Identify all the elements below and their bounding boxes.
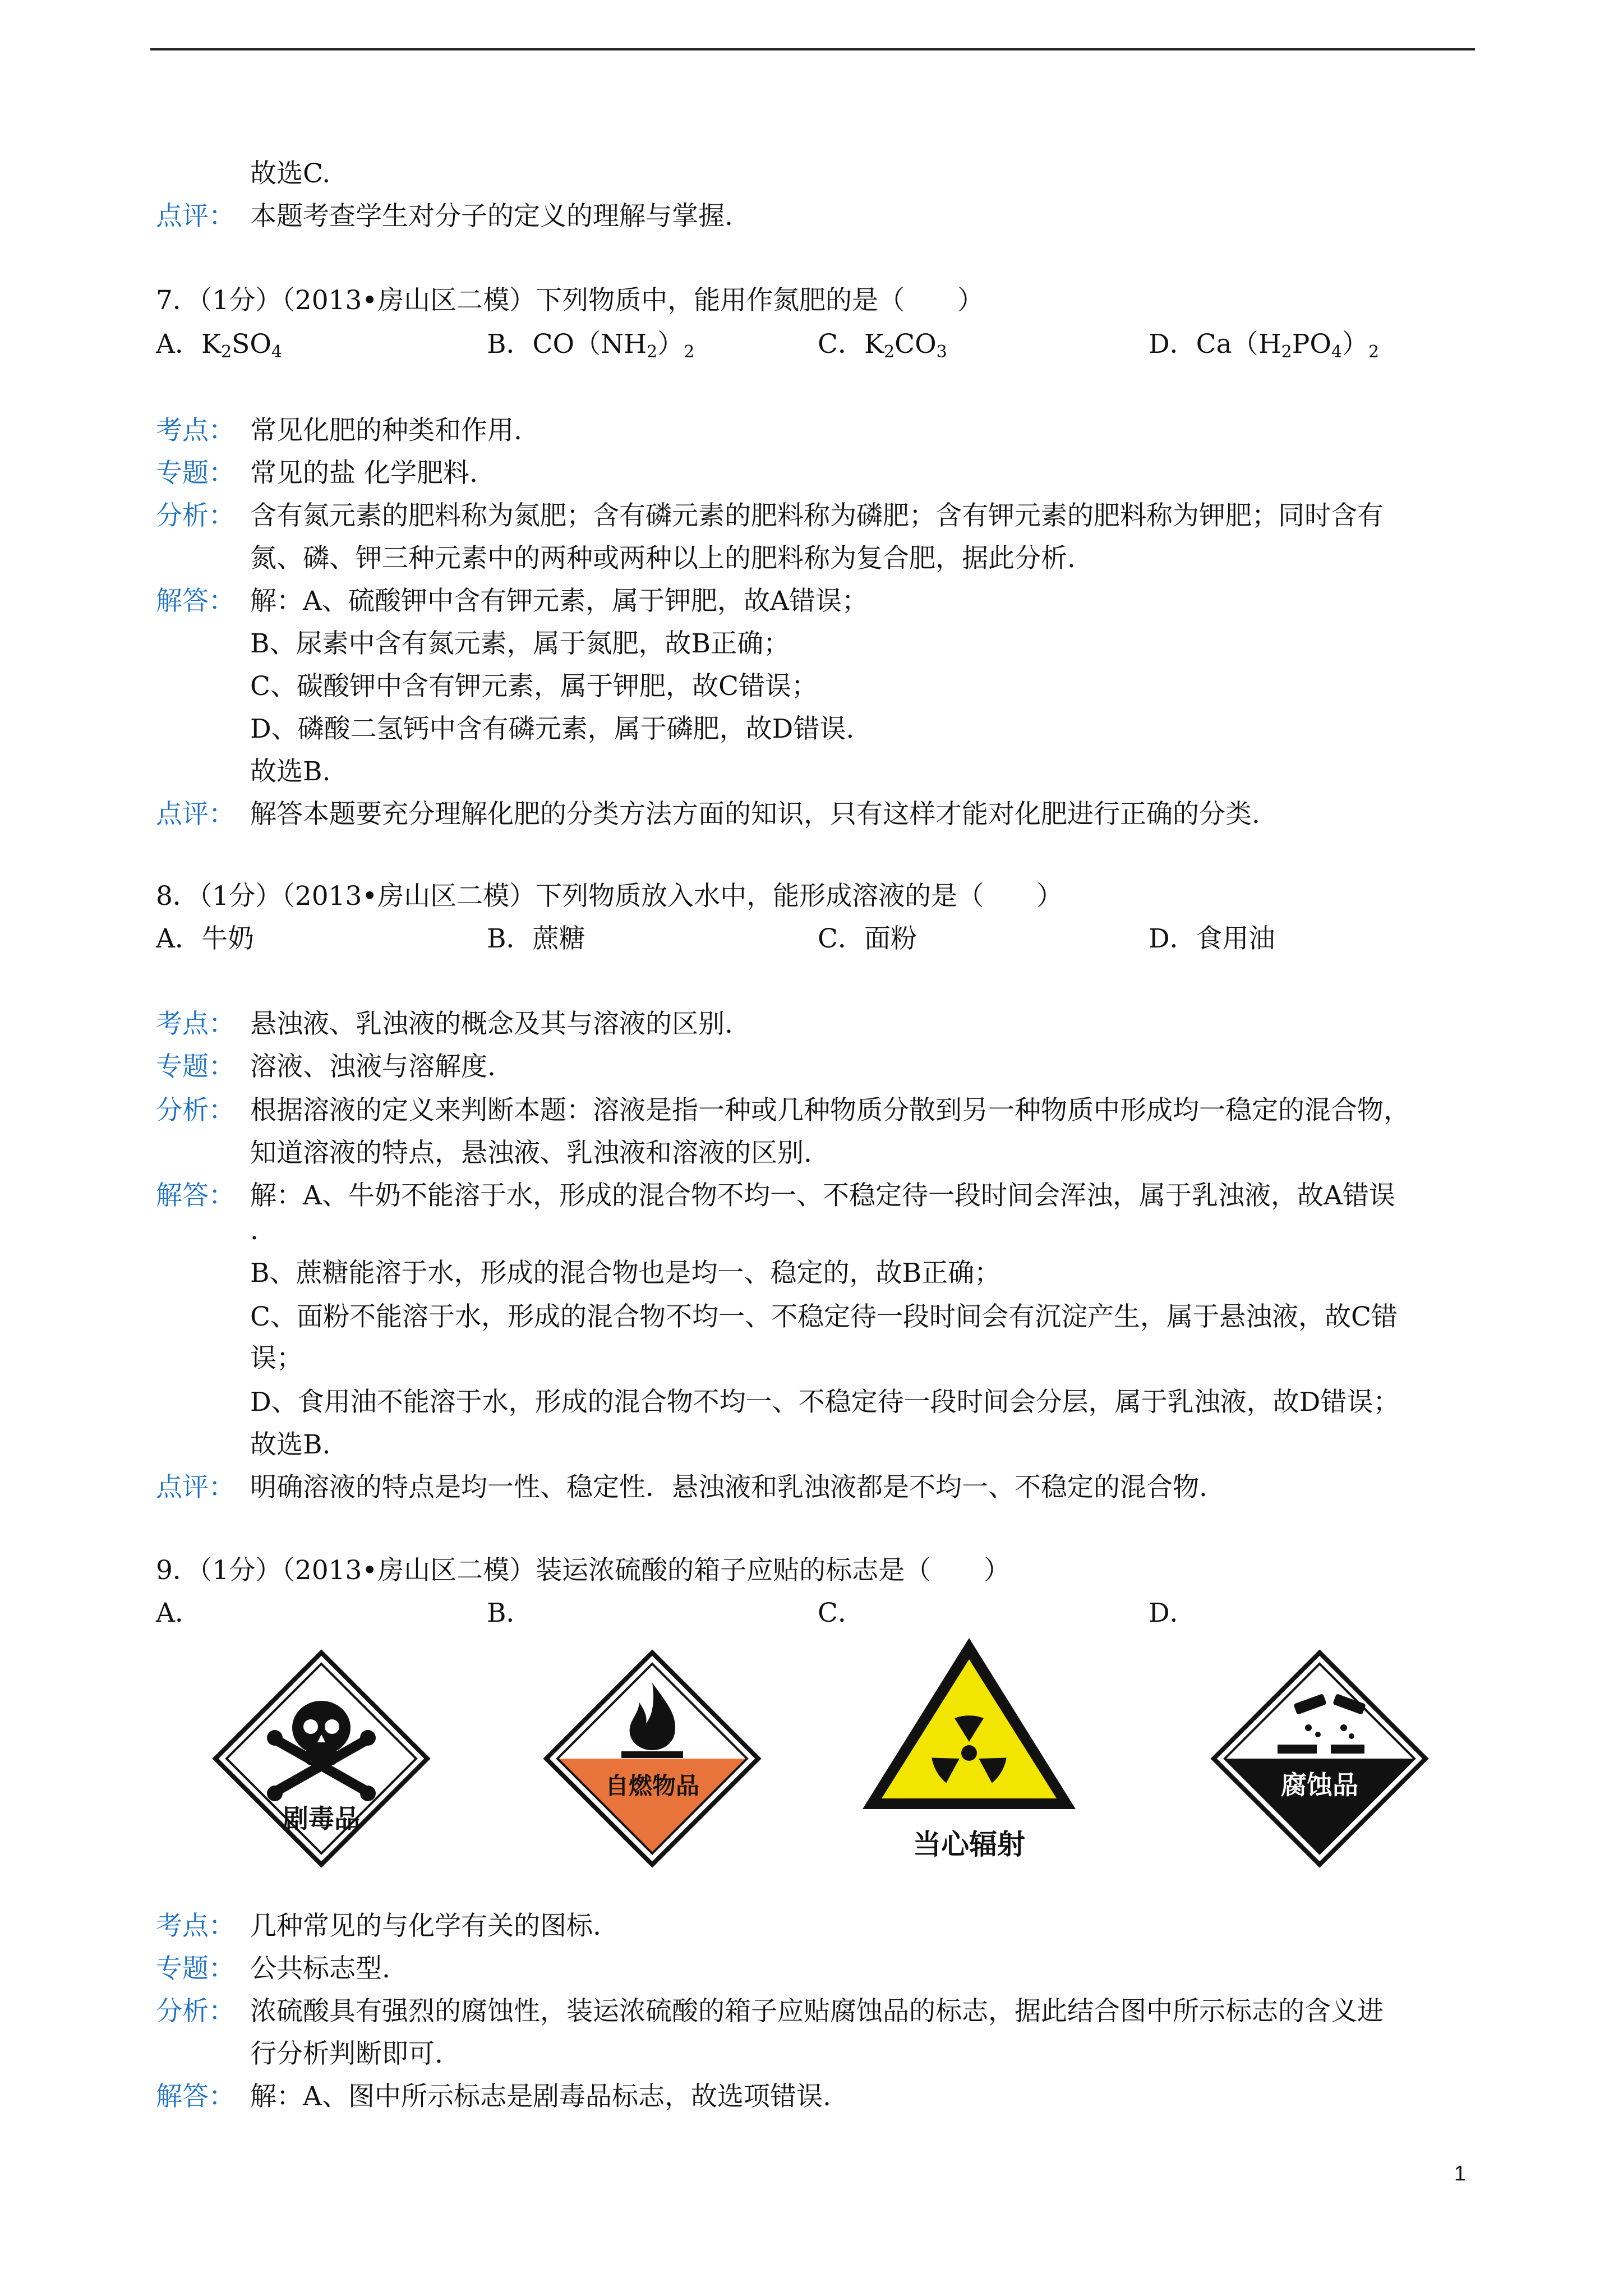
q8-option-b: B．蔗糖 xyxy=(487,923,585,954)
q9-zhuanti: 公共标志型. xyxy=(250,1953,390,1984)
q9-option-b-letter: B． xyxy=(487,1598,533,1628)
q8-jieda-line2: B、蔗糖能溶于水，形成的混合物也是均一、稳定的，故B正确； xyxy=(250,1258,1001,1289)
q9-fenxi-line1: 浓硫酸具有强烈的腐蚀性，装运浓硫酸的箱子应贴腐蚀品的标志，据此结合图中所示标志的含义进 xyxy=(250,1996,1384,2027)
q7-fenxi-line2: 氮、磷、钾三种元素中的两种或两种以上的肥料称为复合肥，据此分析. xyxy=(250,543,1076,574)
q9-option-a-letter: A． xyxy=(156,1598,201,1628)
q9-kaodian: 几种常见的与化学有关的图标. xyxy=(250,1911,601,1941)
q7-dianping-label: 点评： xyxy=(156,799,235,830)
q7-fenxi-line1: 含有氮元素的肥料称为氮肥；含有磷元素的肥料称为磷肥；含有钾元素的肥料称为钾肥；同时含有 xyxy=(250,500,1384,531)
prev-comment-label: 点评： xyxy=(156,201,235,232)
page-number: 1 xyxy=(1454,2162,1466,2185)
q8-option-a: A．牛奶 xyxy=(156,923,254,954)
q7-fenxi-label: 分析： xyxy=(156,500,235,531)
q9-fenxi-label: 分析： xyxy=(156,1996,235,2027)
q7-jieda-line4: D、磷酸二氢钙中含有磷元素，属于磷肥，故D错误. xyxy=(250,714,855,744)
q7-jieda-label: 解答： xyxy=(156,586,235,616)
q8-fenxi-line2: 知道溶液的特点，悬浊液、乳浊液和溶液的区别. xyxy=(250,1138,812,1168)
q9-fenxi-line2: 行分析判断即可. xyxy=(250,2039,443,2069)
q7-dianping: 解答本题要充分理解化肥的分类方法方面的知识，只有这样才能对化肥进行正确的分类. xyxy=(250,799,1260,830)
q7-jieda-line2: B、尿素中含有氮元素，属于氮肥，故B正确； xyxy=(250,628,790,659)
q7-jieda-line3: C、碳酸钾中含有钾元素，属于钾肥，故C错误； xyxy=(250,671,818,702)
prev-comment: 本题考查学生对分子的定义的理解与掌握. xyxy=(250,201,733,232)
sign-d-text: 腐蚀品 xyxy=(1281,1770,1358,1800)
q8-fenxi-line1: 根据溶液的定义来判断本题：溶液是指一种或几种物质分散到另一种物质中形成均一稳定的混合物， xyxy=(250,1095,1410,1126)
q9-kaodian-label: 考点： xyxy=(156,1911,235,1941)
q9-jieda-line1: 解：A、图中所示标志是剧毒品标志，故选项错误. xyxy=(250,2081,831,2112)
q7-kaodian: 常见化肥的种类和作用. xyxy=(250,415,522,446)
header-rule xyxy=(150,48,1475,50)
corrosive-sign-icon xyxy=(1210,1649,1429,1868)
q8-jieda-line1-cont: . xyxy=(250,1215,259,1246)
q8-jieda-line4: D、食用油不能溶于水，形成的混合物不均一、不稳定待一段时间会分层，属于乳浊液，故D错误； xyxy=(250,1387,1400,1418)
sign-b-text: 自燃物品 xyxy=(605,1772,700,1800)
q7-zhuanti-label: 专题： xyxy=(156,458,235,489)
q8-option-d: D．食用油 xyxy=(1149,923,1275,954)
q8-dianping-label: 点评： xyxy=(156,1472,235,1503)
sign-c-text: 当心辐射 xyxy=(913,1828,1025,1861)
q8-fenxi-label: 分析： xyxy=(156,1095,235,1126)
prev-conclusion: 故选C. xyxy=(250,158,331,189)
q8-option-c: C．面粉 xyxy=(818,923,917,954)
q8-jieda-line3-cont: 误； xyxy=(250,1343,303,1374)
q8-zhuanti: 溶液、浊液与溶解度. xyxy=(250,1051,496,1082)
q8-jieda-label: 解答： xyxy=(156,1180,235,1211)
q9-zhuanti-label: 专题： xyxy=(156,1953,235,1984)
q7-jieda-line5: 故选B. xyxy=(250,756,331,787)
q7-jieda-line1: 解：A、硫酸钾中含有钾元素，属于钾肥，故A错误； xyxy=(250,586,868,616)
toxic-sign-icon xyxy=(212,1649,431,1868)
q8-jieda-line5: 故选B. xyxy=(250,1429,331,1460)
radiation-sign-icon xyxy=(857,1632,1081,1868)
q9-jieda-label: 解答： xyxy=(156,2081,235,2112)
q7-option-d: D．$Ca(H_2PO_4)_2$ xyxy=(1149,329,1380,362)
q7-option-a: A．$K_2SO_4$ xyxy=(156,329,282,362)
q9-stem: 9．（1分）（2013•房山区二模）装运浓硫酸的箱子应贴的标志是（ ） xyxy=(156,1555,1011,1586)
flammable-sign-icon xyxy=(543,1649,762,1868)
q7-option-c: C．$K_2CO_3$ xyxy=(818,329,947,362)
sign-a-text: 剧毒品 xyxy=(283,1803,360,1834)
q8-zhuanti-label: 专题： xyxy=(156,1051,235,1082)
q9-option-c-letter: C． xyxy=(818,1598,864,1628)
q7-stem: 7．（1分）（2013•房山区二模）下列物质中，能用作氮肥的是（ ） xyxy=(156,285,984,316)
q8-stem: 8．（1分）（2013•房山区二模）下列物质放入水中，能形成溶液的是（ ） xyxy=(156,881,1063,912)
q8-dianping: 明确溶液的特点是均一性、稳定性．悬浊液和乳浊液都是不均一、不稳定的混合物. xyxy=(250,1472,1207,1503)
q7-option-b: B．$CO(NH_2)_2$ xyxy=(487,329,695,362)
q7-zhuanti: 常见的盐 化学肥料. xyxy=(250,458,478,489)
q7-kaodian-label: 考点： xyxy=(156,415,235,446)
q8-jieda-line1: 解：A、牛奶不能溶于水，形成的混合物不均一、不稳定待一段时间会浑浊，属于乳浊液，故A错误 xyxy=(250,1180,1395,1211)
q9-option-d-letter: D． xyxy=(1149,1598,1196,1628)
q8-jieda-line3: C、面粉不能溶于水，形成的混合物不均一、不稳定待一段时间会有沉淀产生，属于悬浊液，故C错 xyxy=(250,1301,1398,1332)
q8-kaodian: 悬浊液、乳浊液的概念及其与溶液的区别. xyxy=(250,1009,733,1039)
q8-kaodian-label: 考点： xyxy=(156,1009,235,1039)
